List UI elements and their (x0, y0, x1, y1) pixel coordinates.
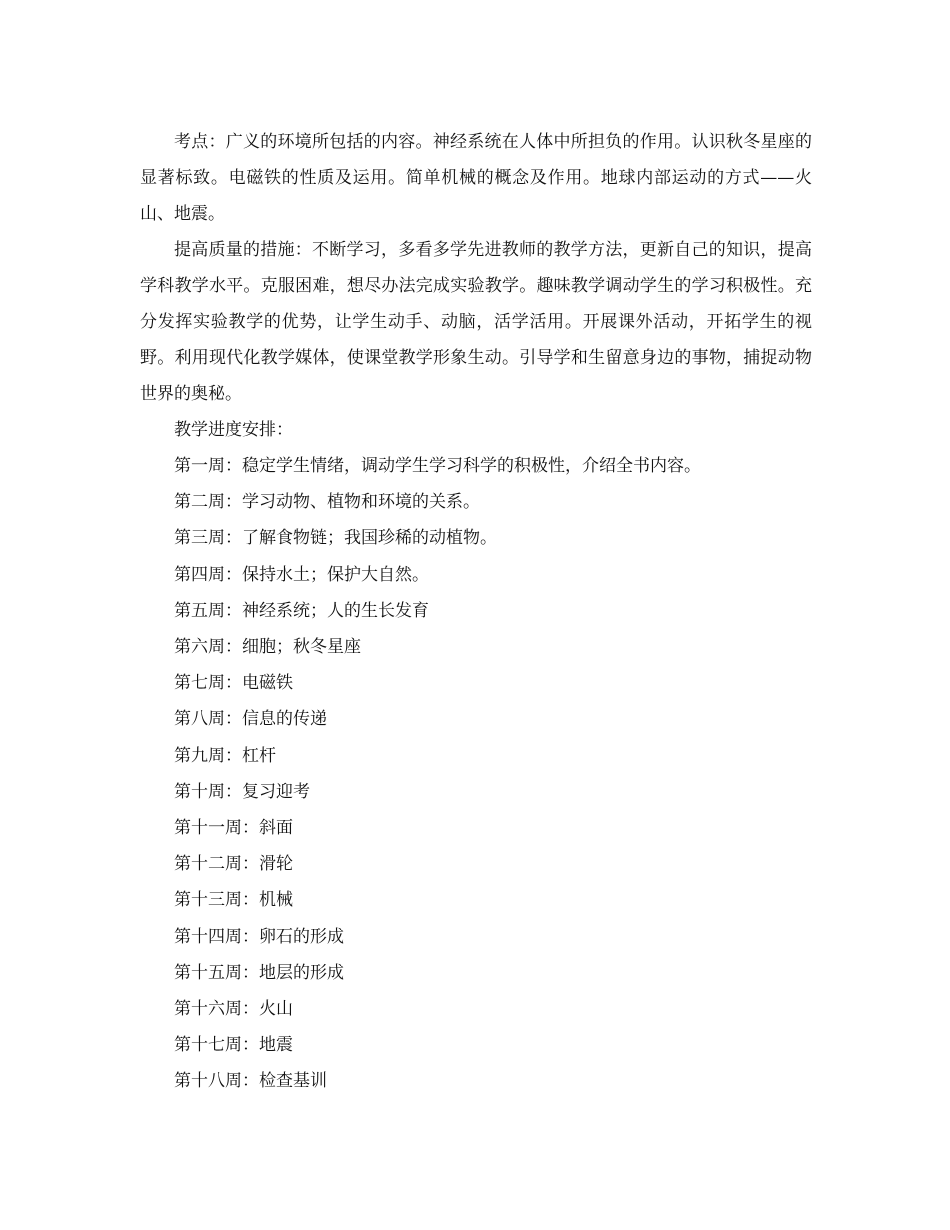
schedule-week-4: 第四周：保持水土；保护大自然。 (174, 564, 429, 585)
schedule-week-18: 第十八周：检查基训 (174, 1071, 327, 1092)
schedule-week-14: 第十四周：卵石的形成 (174, 926, 344, 947)
teaching-schedule-list (140, 448, 812, 1100)
schedule-week-16: 第十六周：火山 (174, 999, 293, 1020)
schedule-week-7: 第七周：电磁铁 (174, 673, 293, 694)
schedule-title: 教学进度安排： (174, 420, 293, 440)
schedule-week-2: 第二周：学习动物、植物和环境的关系。 (174, 492, 480, 513)
schedule-week-17: 第十七周：地震 (174, 1035, 293, 1056)
document-body (140, 124, 812, 1100)
schedule-week-5: 第五周：神经系统；人的生长发育 (174, 600, 429, 621)
schedule-week-15: 第十五周：地层的形成 (174, 962, 344, 983)
exam-points-paragraph: 考点：广义的环境所包括的内容。神经系统在人体中所担负的作用。认识秋冬星座的显著标致。电磁铁的性质及运用。简单机械的概念及作用。地球内部运动的方式——火山、地震。 (140, 132, 812, 224)
schedule-week-6: 第六周：细胞；秋冬星座 (174, 637, 361, 658)
schedule-week-13: 第十三周：机械 (174, 890, 293, 911)
schedule-week-11: 第十一周：斜面 (174, 818, 293, 839)
quality-measures-paragraph: 提高质量的措施：不断学习，多看多学先进教师的教学方法，更新自己的知识，提高学科教学水平。克服困难，想尽办法完成实验教学。趣味教学调动学生的学习积极性。充分发挥实验教学的优势，让学生动手、动脑，活学活用。开展课外活动，开拓学生的视野。利用现代化教学媒体，使课堂教学形象生动。引导学和生留意身边的事物，捕捉动物世界的奥秘。 (140, 240, 812, 404)
schedule-week-8: 第八周：信息的传递 (174, 709, 327, 730)
schedule-week-12: 第十二周：滑轮 (174, 854, 293, 875)
schedule-week-1: 第一周：稳定学生情绪，调动学生学习科学的积极性，介绍全书内容。 (174, 456, 701, 476)
schedule-week-10: 第十周：复习迎考 (174, 781, 310, 802)
schedule-week-3: 第三周：了解食物链；我国珍稀的动植物。 (174, 528, 497, 549)
schedule-week-9: 第九周：杠杆 (174, 745, 276, 766)
